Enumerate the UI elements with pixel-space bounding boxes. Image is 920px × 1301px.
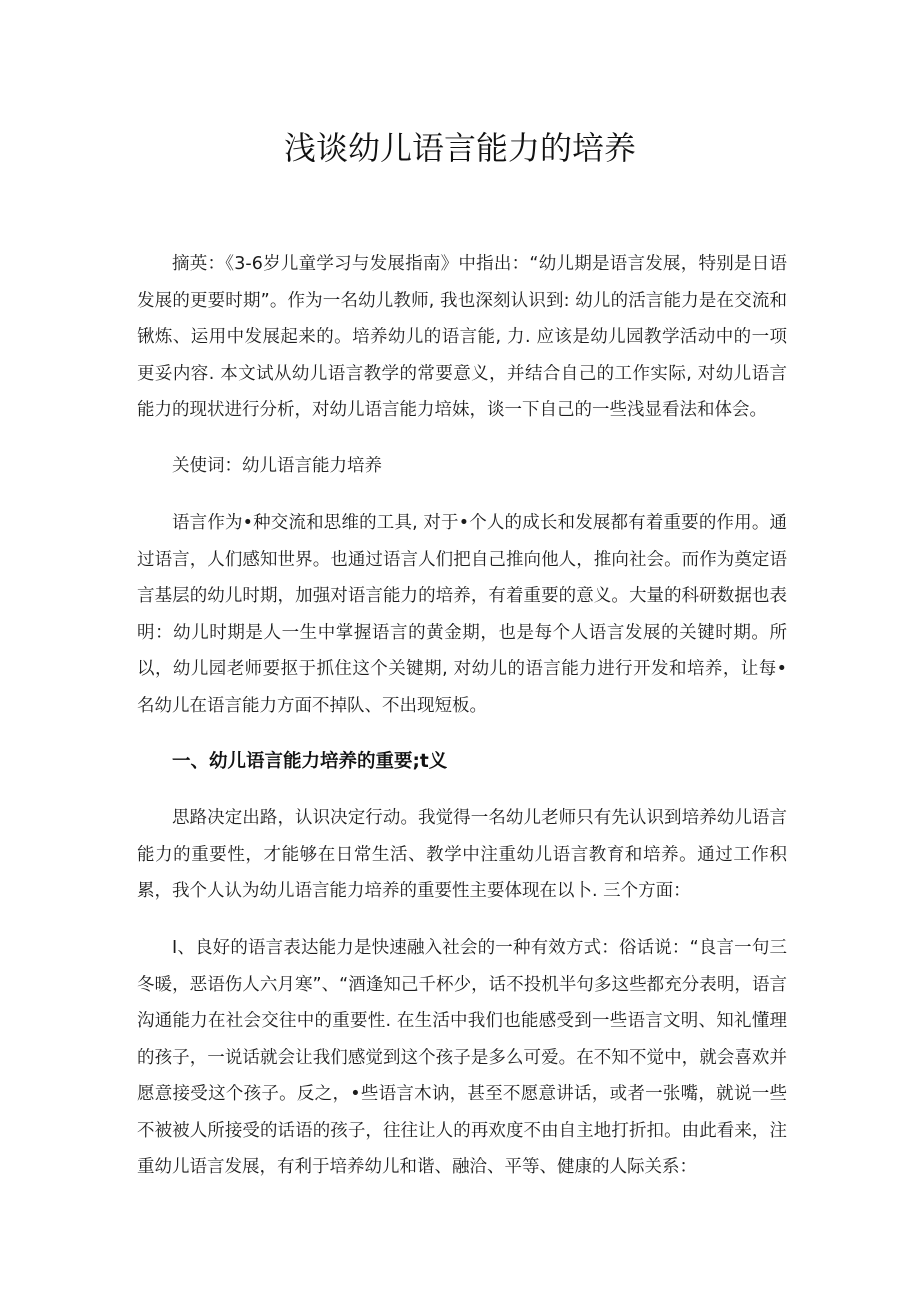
intro-paragraph: 语言作为•种交流和思维的工具, 对于•个人的成长和发展都有着重要的作用。通过语言，人们感知世界。也通过语言人们把自己推向他人，推向社会。而作为奠定语言基层的幼儿时期，加强对语言能力的培养，有着重要的意义。大量的科研数据也表明：幼儿时期是人一生中掌握语言的黄金期，也是每个人语言发展的关键时期。所以，幼儿园老师要抠于抓住这个关键期, 对幼儿的语言能力进行开发和培养，让每•名幼儿在语言能力方面不掉队、不出现短板。 [137, 513, 787, 716]
section-paragraph: 思路决定出路，认识决定行动。我觉得一名幼儿老师只有先认识到培养幼儿语言能力的重要性，才能够在日常生活、教学中注重幼儿语言教育和培养。通过工作积累，我个人认为幼儿语言能力培养的重要性主要体现在以卜. 三个方面： [137, 808, 787, 901]
document-title: 浅谈幼儿语言能力的培养 [283, 129, 636, 167]
abstract-paragraph: 摘英：《3-6岁儿童学习与发展指南》中指出：“幼儿期是语言发展，特别是日语发展的更要时期”。作为一名幼儿教师, 我也深刻认识到: 幼儿的活言能力是在交流和锹炼、运用中发展起来的。培养幼儿的语言能, 力. 应该是幼儿园教学活动中的一项更妥内容. 本文试从幼儿语言教学的常要意义，并结合自己的工作实际, 对幼儿语言能力的现状进行分析，对幼儿语言能力培妹，谈一下自己的一些浅显看法和体会。 [137, 254, 787, 420]
keywords-line: 关使词：幼儿语言能力培养 [172, 456, 382, 476]
point-paragraph: I、良好的语言表达能力是快速融入社会的一种有效方式：俗话说：“良言一句三冬暖，恶语伤人六月寒”、“酒逢知己千杯少，话不投机半句多这些都充分表明，语言沟通能力在社会交往中的重要性. 在生活中我们也能感受到一些语言文明、知礼懂理的孩子，一说话就会让我们感觉到这个孩子是多么可爱。在不知不觉中，就会喜欢并愿意接受这个孩子。反之，•些语言木讷，甚至不愿意讲话，或者一张嘴，就说一些不被被人所接受的话语的孩子，往往让人的再欢度不由自主地打折扣。由此看来，注重幼儿语言发展，有利于培养幼儿和谐、融洽、平等、健康的人际关系： [137, 938, 787, 1177]
section-heading: 一、幼儿语言能力培养的重要;t义 [172, 751, 448, 772]
